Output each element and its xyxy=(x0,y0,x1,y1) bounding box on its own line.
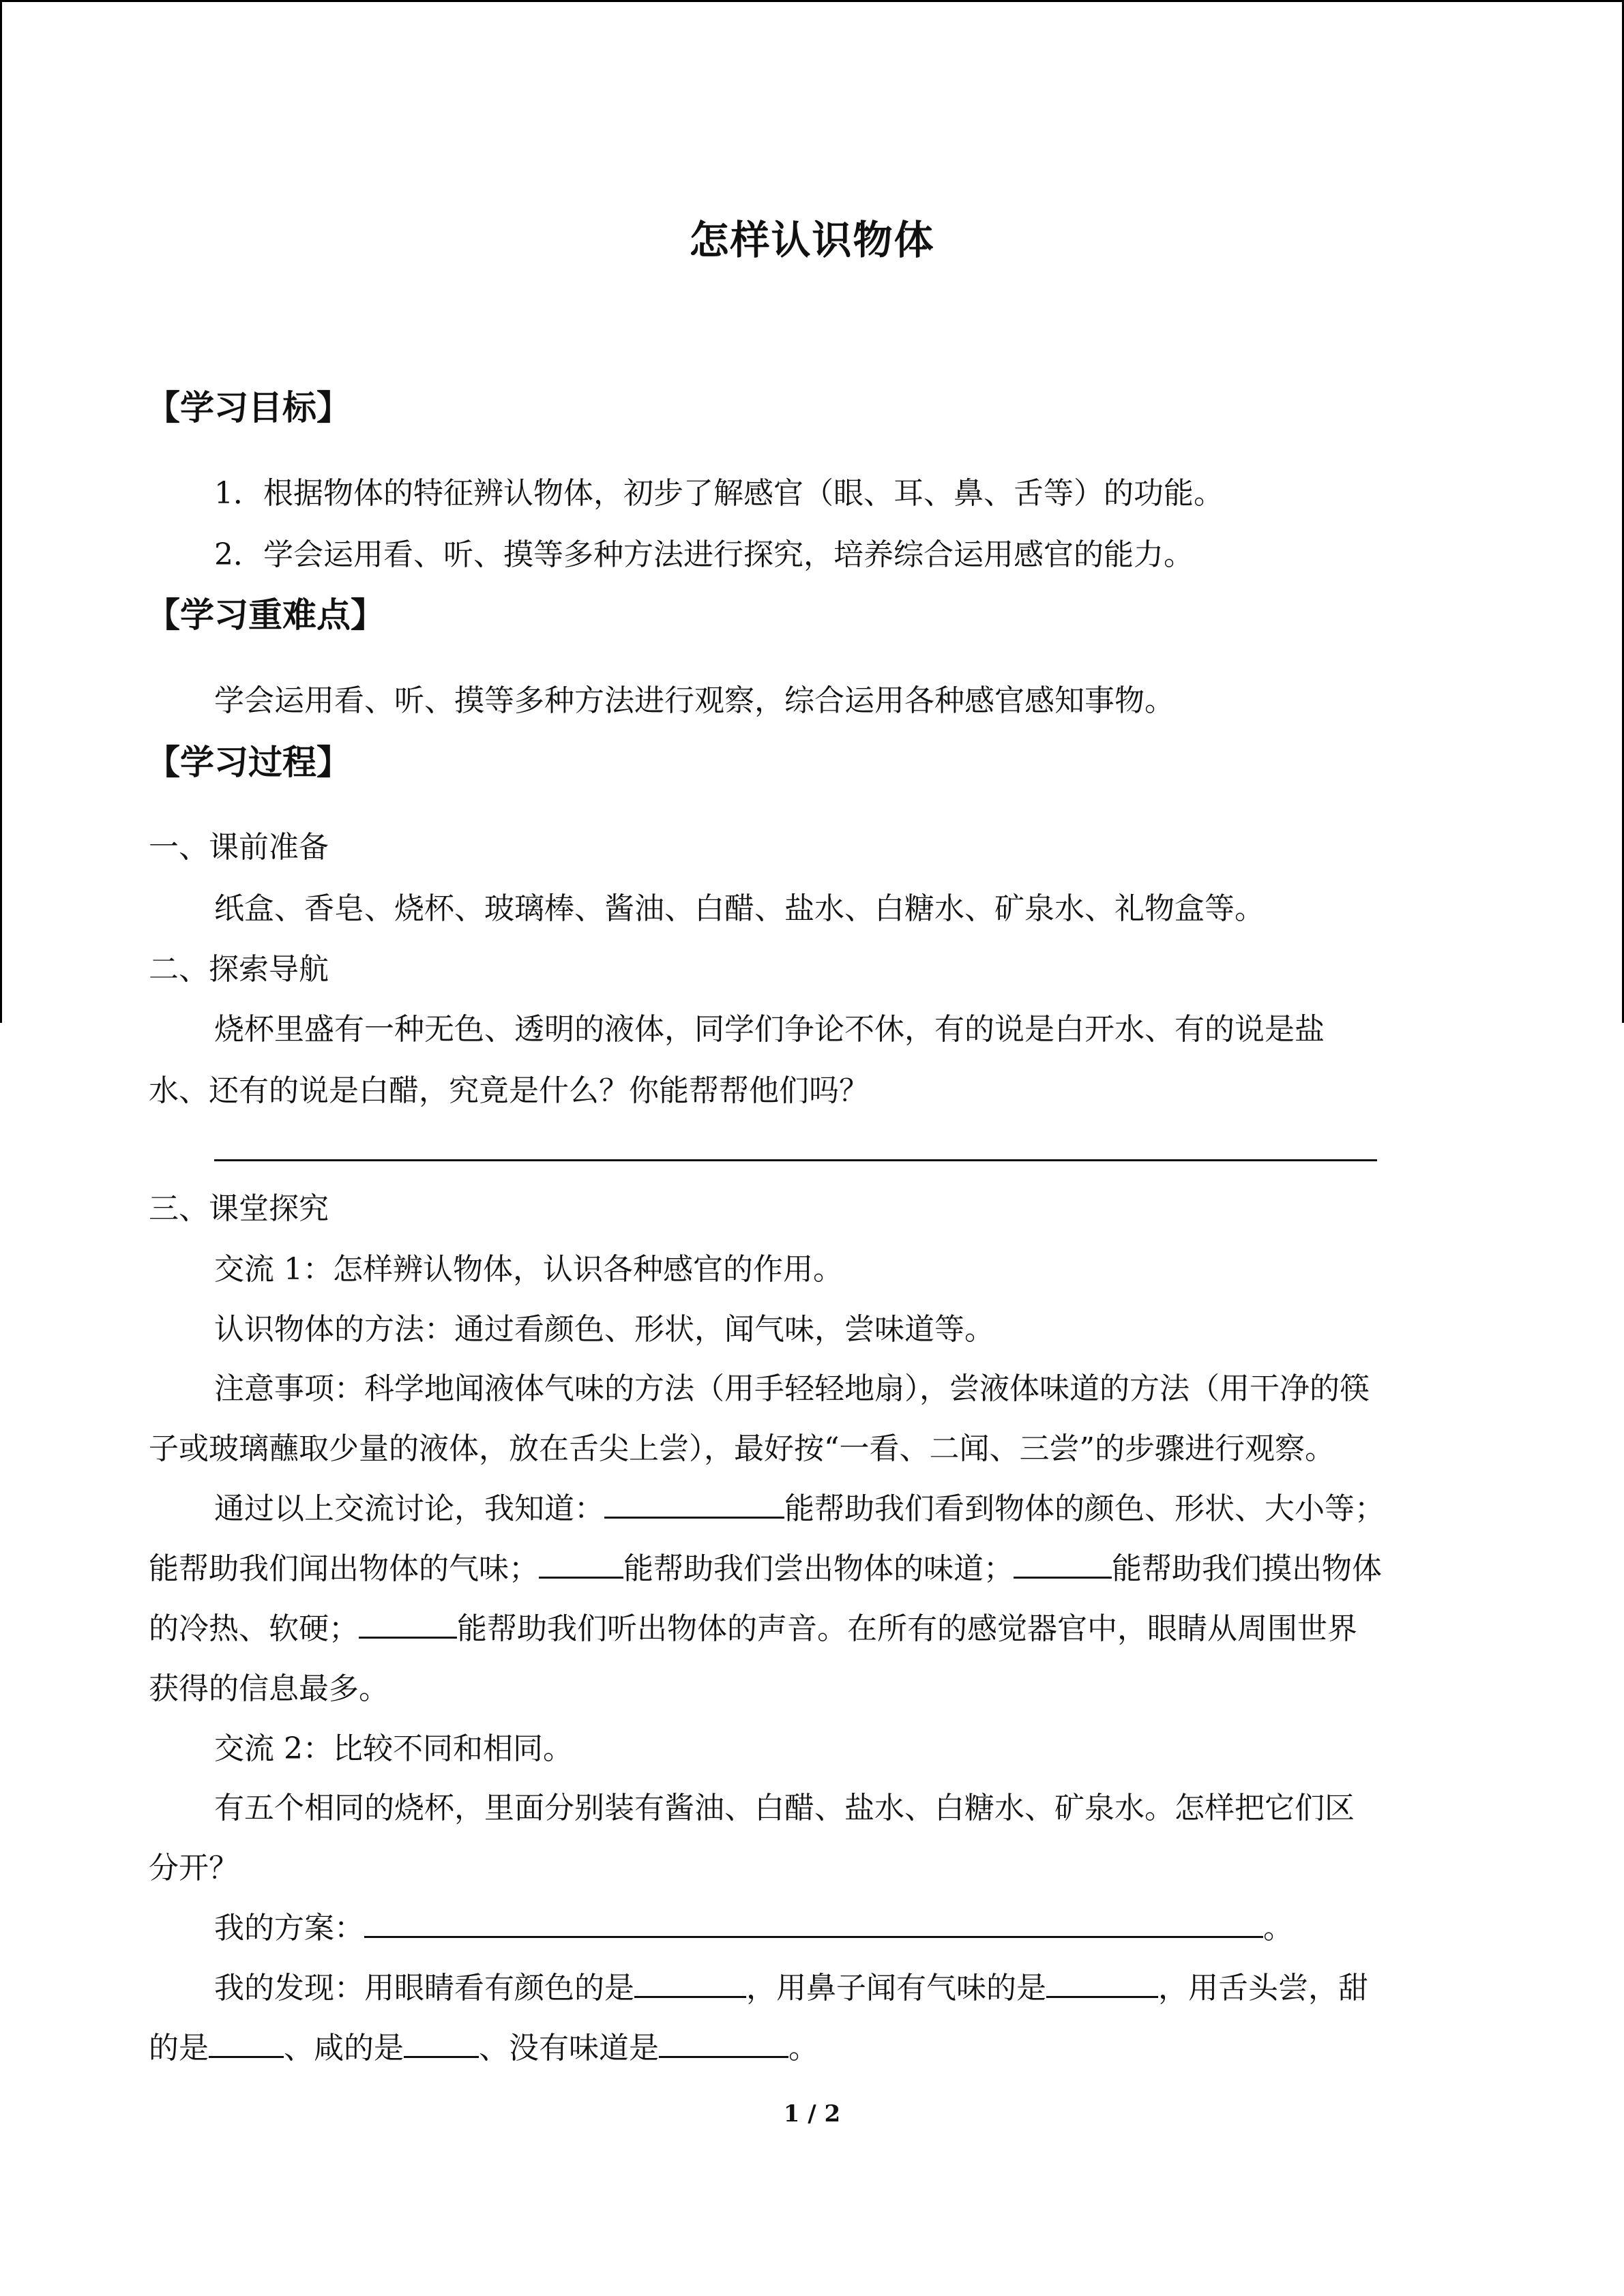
method-text: 认识物体的方法：通过看颜色、形状，闻气味，尝味道等。 xyxy=(214,1312,994,1347)
knowledge-line-4: 获得的信息最多。 xyxy=(149,1671,389,1706)
goal-item-2: 2．学会运用看、听、摸等多种方法进行探究，培养综合运用感官的能力。 xyxy=(214,537,1194,572)
fill-blank-ears[interactable] xyxy=(359,1609,457,1639)
goals-heading: 【学习目标】 xyxy=(146,388,351,428)
finding-text: ，用鼻子闻有气味的是 xyxy=(746,1971,1046,2006)
classroom-title: 三、课堂探究 xyxy=(149,1191,329,1226)
finding-text: ，用舌头尝，甜 xyxy=(1158,1971,1368,2006)
finding-text: 我的发现：用眼睛看有颜色的是 xyxy=(214,1971,634,2006)
knowledge-text: 能帮助我们闻出物体的气味； xyxy=(149,1551,539,1586)
finding-text: 、咸的是 xyxy=(284,2031,404,2066)
prep-text: 纸盒、香皂、烧杯、玻璃棒、酱油、白醋、盐水、白糖水、矿泉水、礼物盒等。 xyxy=(214,891,1265,926)
knowledge-text: 能帮助我们尝出物体的味道； xyxy=(623,1551,1014,1586)
exchange-2-title: 交流 2：比较不同和相同。 xyxy=(214,1731,573,1766)
answer-blank-line[interactable] xyxy=(214,1159,1377,1161)
plan-label: 我的方案： xyxy=(214,1911,364,1945)
explore-text-1: 烧杯里盛有一种无色、透明的液体，同学们争论不休，有的说是白开水、有的说是盐 xyxy=(214,1012,1325,1047)
explore-title: 二、探索导航 xyxy=(149,952,329,987)
fill-blank-tongue[interactable] xyxy=(539,1549,623,1579)
plan-line xyxy=(149,1908,1541,1949)
finding-text: 、没有味道是 xyxy=(479,2031,659,2066)
finding-line-2 xyxy=(149,2028,1475,2069)
page-number: 1 / 2 xyxy=(783,2100,841,2128)
fill-blank-sweet[interactable] xyxy=(209,2029,284,2058)
note-text-2: 子或玻璃蘸取少量的液体，放在舌尖上尝），最好按“一看、二闻、三尝”的步骤进行观察。 xyxy=(149,1431,1335,1466)
finding-text: 。 xyxy=(788,2031,818,2066)
finding-line-1 xyxy=(149,1968,1541,2009)
knowledge-line-1 xyxy=(149,1489,1541,1530)
knowledge-text: 通过以上交流讨论，我知道： xyxy=(214,1491,604,1526)
page-title: 怎样认识物体 xyxy=(689,217,935,263)
explore-text-2: 水、还有的说是白醋，究竟是什么？你能帮帮他们吗？ xyxy=(149,1073,869,1108)
page-border-top xyxy=(0,0,1624,2)
beakers-text-1: 有五个相同的烧杯，里面分别装有酱油、白醋、盐水、白糖水、矿泉水。怎样把它们区 xyxy=(214,1791,1355,1825)
fill-blank-salty[interactable] xyxy=(404,2029,479,2058)
knowledge-text: 能帮助我们摸出物体 xyxy=(1112,1551,1382,1586)
knowledge-text: 的冷热、软硬； xyxy=(149,1611,359,1646)
fill-blank-tasteless[interactable] xyxy=(659,2029,788,2058)
page-border-left xyxy=(0,0,2,1023)
beakers-text-2: 分开？ xyxy=(149,1851,239,1885)
knowledge-text: 能帮助我们听出物体的声音。在所有的感觉器官中，眼睛从周围世界 xyxy=(457,1611,1357,1646)
prep-title: 一、课前准备 xyxy=(149,830,329,865)
exchange-1-title: 交流 1：怎样辨认物体，认识各种感官的作用。 xyxy=(214,1252,843,1287)
knowledge-line-2 xyxy=(149,1549,1475,1590)
plan-end: 。 xyxy=(1263,1911,1293,1945)
fill-blank-eyes[interactable] xyxy=(604,1489,784,1519)
key-points-text: 学会运用看、听、摸等多种方法进行观察，综合运用各种感官感知事物。 xyxy=(214,683,1175,718)
goal-item-1: 1．根据物体的特征辨认物体，初步了解感官（眼、耳、鼻、舌等）的功能。 xyxy=(214,476,1224,511)
fill-blank-hands[interactable] xyxy=(1014,1549,1112,1579)
knowledge-text: 能帮助我们看到物体的颜色、形状、大小等； xyxy=(784,1491,1385,1526)
fill-blank-color[interactable] xyxy=(634,1969,746,1998)
knowledge-line-3 xyxy=(149,1609,1475,1650)
finding-text: 的是 xyxy=(149,2031,209,2066)
key-points-heading: 【学习重难点】 xyxy=(146,595,385,635)
note-text-1: 注意事项：科学地闻液体气味的方法（用手轻轻地扇），尝液体味道的方法（用干净的筷 xyxy=(214,1371,1370,1406)
process-heading: 【学习过程】 xyxy=(146,743,351,782)
fill-blank-plan[interactable] xyxy=(364,1909,1263,1938)
fill-blank-smell[interactable] xyxy=(1046,1969,1158,1998)
